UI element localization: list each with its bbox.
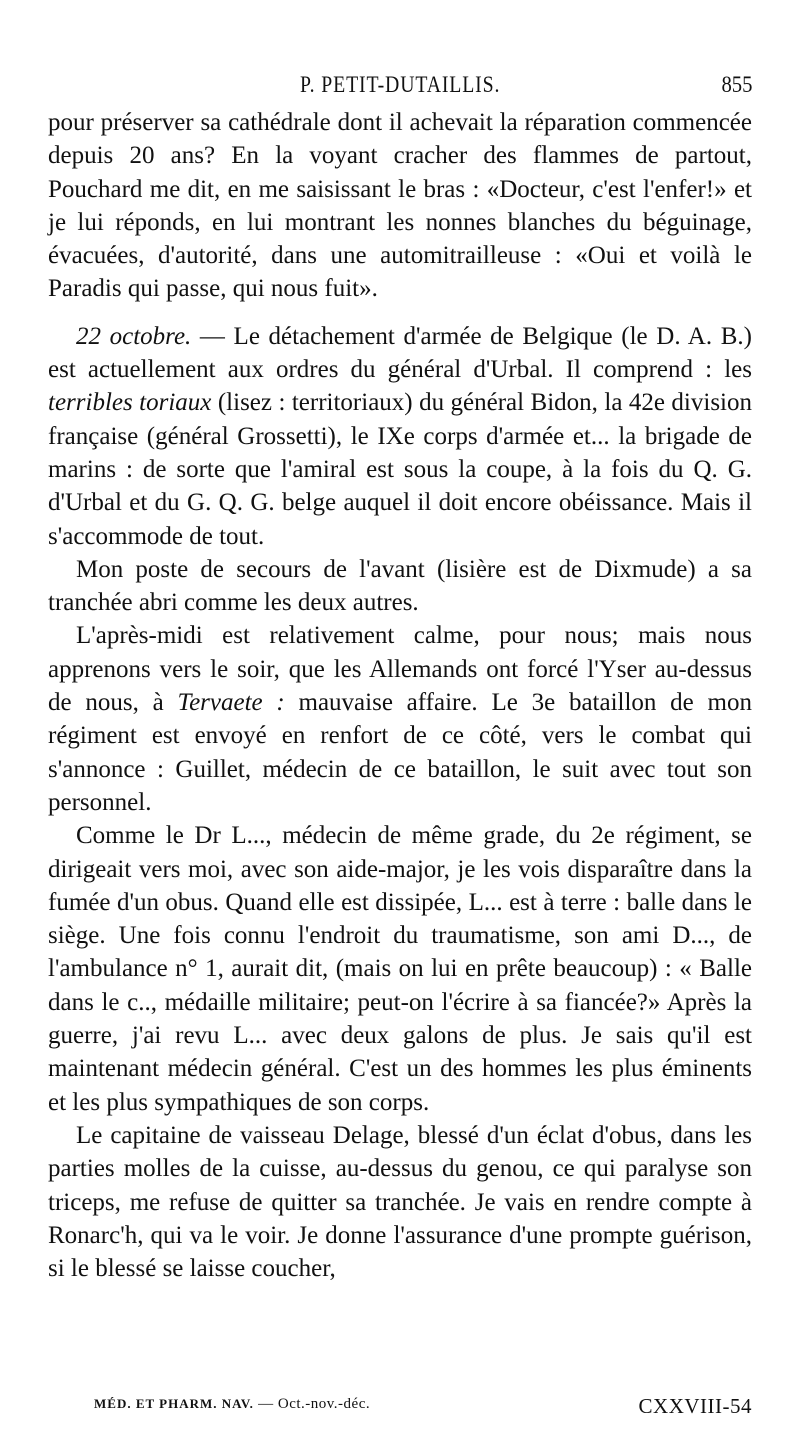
paragraph-text: Mon poste de secours de l'avant (lisière est de Dixmude) a sa tranchée abri comme les deux autres.	[48, 555, 752, 617]
paragraph-text: Comme le Dr L..., médecin de même grade, du 2e régiment, se dirigeait vers moi, avec son aide-major, je les vois disparaître dans la fumée d'un obus. Quand elle est dissipée, L... est à terre : balle dans le siège. Une fois connu l'endroit du traumatisme, son ami D..., de l'ambulance n° 1, aurait dit, (mais on lui en prête beaucoup) : « Balle dans le c.., médaille militaire; peut-on l'écrire à sa fiancée?» Après la guerre, j'ai revu L... avec deux galons de plus. Je sais qu'il est maintenant médecin général. C'est un des hommes les plus éminents et les plus sympathiques de son corps.	[48, 822, 752, 1116]
paragraph-6	[48, 1119, 752, 1285]
paragraph-text: mauvaise affaire. Le 3e bataillon de mon régiment est envoyé en renfort de ce côté, vers le combat qui s'annonce : Guillet, médecin de ce bataillon, le suit avec tout son personnel.	[48, 689, 752, 816]
paragraph-text: Le capitaine de vaisseau Delage, blessé d'un éclat d'obus, dans les parties molles de la cuisse, au-dessus du genou, ce qui paralyse son triceps, me refuse de quitter sa tranchée. Je vais en rendre compte à Ronarc'h, qui va le voir. Je donne l'assurance d'une prompte guérison, si le blessé se laisse coucher,	[48, 1121, 752, 1283]
paragraph-3	[48, 553, 752, 620]
paragraph-1	[48, 106, 752, 306]
page-number: 855	[720, 72, 752, 97]
running-title: P. PETIT-DUTAILLIS.	[300, 72, 501, 97]
paragraph-5	[48, 819, 752, 1119]
running-header	[48, 62, 752, 106]
page-footer	[48, 1392, 752, 1422]
paragraph-text: — Le détachement d'armée de Belgique (le D. A. B.) est actuellement aux ordres du général d'Urbal. Il comprend : les	[48, 322, 752, 384]
paragraph-text: L'après-midi est relativement calme, pour nous; mais nous apprenons vers le soir, que les Allemands ont forcé l'Yser au-dessus de nous, à	[48, 622, 752, 717]
paragraph-text: pour préserver sa cathédrale dont il achevait la réparation commencée depuis 20 ans? En la voyant cracher des flammes de partout, Pouchard me dit, en me saisissant le bras : «Docteur, c'est l'enfer!» et je lui réponds, en lui montrant les nonnes blanches du béguinage, évacuées, d'autorité, dans une automitrailleuse : «Oui et voilà le Paradis qui passe, qui nous fuit».	[48, 109, 752, 303]
body-text	[48, 106, 752, 1285]
issue-dates: — Oct.-nov.-déc.	[258, 1396, 371, 1412]
italic-place-name: Tervaete :	[177, 689, 285, 717]
paragraph-text: (lisez : territoriaux) du général Bidon, la 42e division française (général Grossetti), le IXe corps d'armée et... la brigade de marins : de sorte que l'amiral est sous la coupe, à la fois du Q. G. d'Urbal et du G. Q. G. belge auquel il doit encore obéissance. Mais il s'accommode de tout.	[48, 389, 752, 550]
footer-citation	[94, 1396, 370, 1413]
date-heading: 22 octobre.	[76, 322, 192, 350]
volume-signature: CXXVIII-54	[638, 1394, 752, 1418]
paragraph-4	[48, 619, 752, 819]
italic-term: terribles toriaux	[48, 389, 212, 417]
journal-name: MÉD. ET PHARM. NAV.	[94, 1396, 254, 1411]
paragraph-2	[48, 320, 752, 553]
